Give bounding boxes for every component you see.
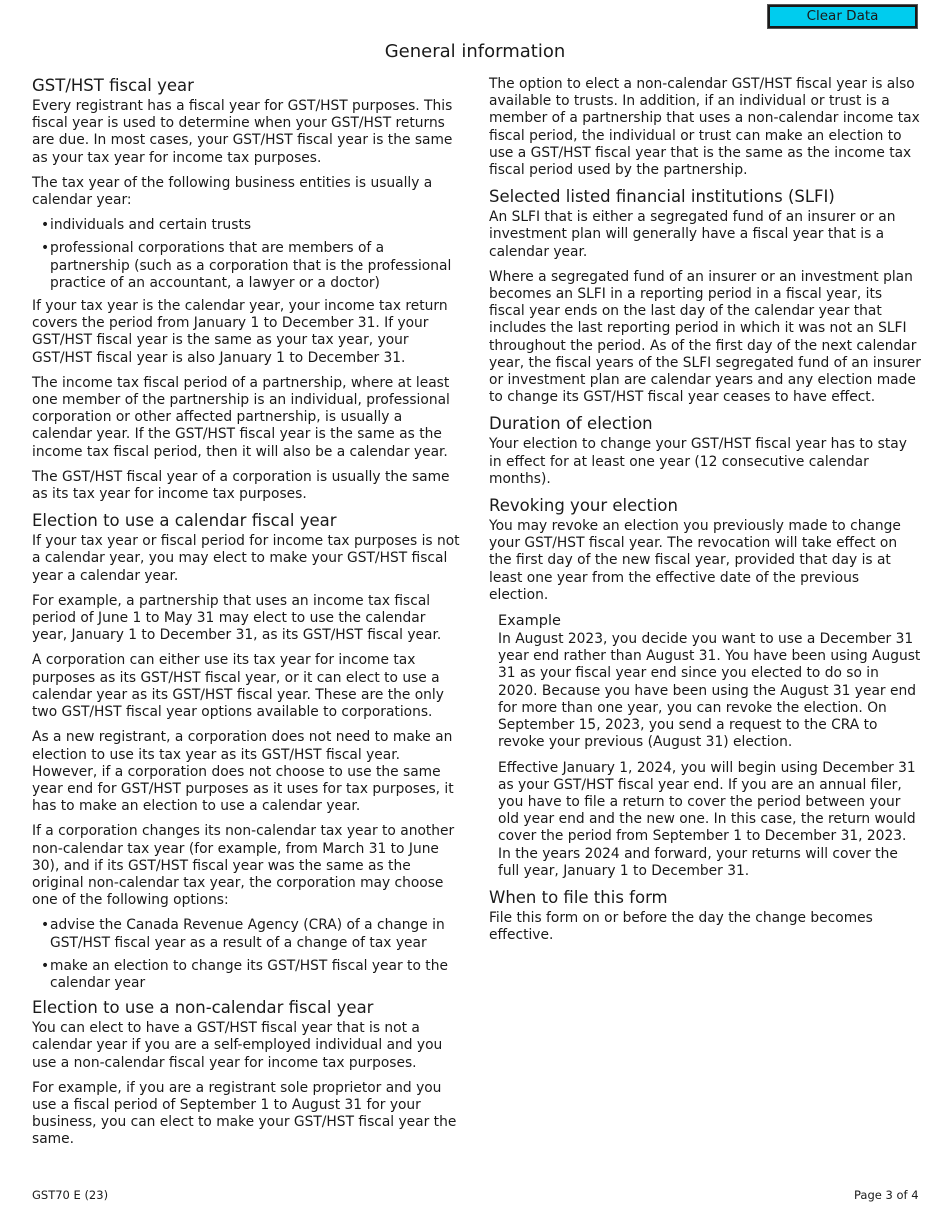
example-box xyxy=(489,612,921,880)
paragraph: Your election to change your GST/HST fiscal year has to stay in effect for at least one year (12 consecutive calendar months). xyxy=(489,436,907,487)
paragraph: For example, if you are a registrant sole proprietor and you use a fiscal period of September 1 to August 31 for your business, you can elect to make your GST/HST fiscal year the same. xyxy=(32,1079,457,1148)
paragraph: For example, a partnership that uses an income tax fiscal period of June 1 to May 31 may elect to use the calendar year, January 1 to December 31, as its GST/HST fiscal year. xyxy=(32,592,442,644)
page-number: Page 3 of 4 xyxy=(854,1188,919,1202)
paragraph: An SLFI that is either a segregated fund of an insurer or an investment plan will generally have a fiscal year that is a calendar year. xyxy=(489,209,896,260)
paragraph: Effective January 1, 2024, you will begin using December 31 as your GST/HST fiscal year end. If you are an annual filer, you have to file a return to cover the period between your old year end and the new one. In this case, the return would cover the period from September 1 to December 31, 2023. In the years 2024 and forward, your returns will cover the full year, January 1 to December 31. xyxy=(498,759,916,879)
paragraph: If a corporation changes its non-calendar tax year to another non-calendar tax year (for example, from March 31 to June 30), and if its GST/HST fiscal year was the same as the original non-calendar tax year, the corporation may choose one of the following options: xyxy=(32,823,455,909)
paragraph: The option to elect a non-calendar GST/HST fiscal year is also available to trusts. In addition, if an individual or trust is a member of a partnership that uses a non-calendar income tax fiscal period, the individual or trust can make an election to use a GST/HST fiscal year that is the same as the income tax fiscal period used by the partnership. xyxy=(489,76,920,179)
paragraph: Where a segregated fund of an insurer or an investment plan becomes an SLFI in a reporting period in a fiscal year, its fiscal year ends on the last day of the calendar year that includes the last reporting period in which it was not an SLFI throughout the period. As of the first day of the next calendar year, the fiscal years of the SLFI segregated fund of an insurer or investment plan are calendar years and any election made to change its GST/HST fiscal year ceases to have effect. xyxy=(489,268,921,406)
list-item-text: make an election to change its GST/HST fiscal year to the calendar year xyxy=(50,957,448,991)
section-gst-hst-fiscal-year xyxy=(32,76,462,503)
section-heading: When to file this form xyxy=(489,887,668,907)
paragraph: The GST/HST fiscal year of a corporation is usually the same as its tax year for income tax purposes. xyxy=(32,468,450,503)
paragraph: As a new registrant, a corporation does not need to make an election to use its tax year as its GST/HST fiscal year. However, if a corporation does not choose to use the same year end for GST/HST purposes as it uses for tax purposes, it has to make an election to use a calendar year. xyxy=(32,729,454,815)
paragraph: The tax year of the following business entities is usually a calendar year: xyxy=(32,174,433,209)
bullet-icon: • xyxy=(41,957,50,974)
paragraph: If your tax year or fiscal period for income tax purposes is not a calendar year, you may elect to make your GST/HST fiscal year a calendar year. xyxy=(32,533,460,584)
paragraph: If your tax year is the calendar year, your income tax return covers the period from January 1 to December 31. If your GST/HST fiscal year is the same as your tax year, your GST/HST fiscal year is also January 1 to December 31. xyxy=(32,298,448,366)
form-identifier: GST70 E (23) xyxy=(32,1188,109,1202)
bullet-icon: • xyxy=(41,217,50,234)
list-item-text: professional corporations that are members of a partnership (such as a corporation that is the professional practice of an accountant, a lawyer or a doctor) xyxy=(50,240,452,291)
section-heading: Selected listed financial institutions (SLFI) xyxy=(489,187,835,207)
section-heading: GST/HST fiscal year xyxy=(32,76,194,95)
bullet-list xyxy=(32,917,462,992)
section-heading: Duration of election xyxy=(489,414,653,434)
left-column xyxy=(32,76,462,1157)
paragraph: You can elect to have a GST/HST fiscal year that is not a calendar year if you are a self-employed individual and you use a non-calendar fiscal year for income tax purposes. xyxy=(32,1020,443,1071)
list-item-text: advise the Canada Revenue Agency (CRA) of a change in GST/HST fiscal year as a result of a change of tax year xyxy=(50,917,445,951)
section-calendar-fiscal-year xyxy=(32,511,462,992)
section-slfi xyxy=(489,187,921,406)
section-heading: Election to use a non-calendar fiscal year xyxy=(32,998,374,1018)
clear-data-button[interactable]: Clear Data xyxy=(768,5,917,28)
right-column xyxy=(489,76,921,952)
paragraph: You may revoke an election you previously made to change your GST/HST fiscal year. The revocation will take effect on the first day of the new fiscal year, provided that day is at least one year from the effective date of the previous election. xyxy=(489,518,901,603)
paragraph: File this form on or before the day the change becomes effective. xyxy=(489,909,873,944)
list-item xyxy=(32,217,462,234)
section-revoking-election xyxy=(489,496,921,604)
section-duration-of-election xyxy=(489,414,921,488)
example-heading: Example xyxy=(498,613,561,630)
list-item xyxy=(32,240,462,292)
list-item xyxy=(32,917,462,951)
page-title: General information xyxy=(384,41,566,62)
paragraph: The income tax fiscal period of a partnership, where at least one member of the partnership is an individual, professional corporation or other affected partnership, is usually a calendar year. If the GST/HST fiscal year is the same as the income tax fiscal period, then it will also be a calendar year. xyxy=(32,374,450,460)
bullet-icon: • xyxy=(41,917,50,934)
section-heading: Election to use a calendar fiscal year xyxy=(32,511,337,531)
bullet-list xyxy=(32,217,462,292)
list-item xyxy=(32,958,462,992)
paragraph: A corporation can either use its tax year for income tax purposes as its GST/HST fiscal year, or it can elect to use a calendar year as its GST/HST fiscal year. These are the only two GST/HST fiscal year options available to corporations. xyxy=(32,652,444,721)
paragraph: Every registrant has a fiscal year for GST/HST purposes. This fiscal year is used to determine when your GST/HST returns are due. In most cases, your GST/HST fiscal year is the same as your tax year for income tax purposes. xyxy=(32,98,453,166)
section-non-calendar-fiscal-year xyxy=(32,998,462,1148)
section-heading: Revoking your election xyxy=(489,496,678,516)
section-when-to-file xyxy=(489,888,921,944)
list-item-text: individuals and certain trusts xyxy=(50,217,252,234)
paragraph: In August 2023, you decide you want to use a December 31 year end rather than August 31. You have been using August 31 as your fiscal year end since you elected to do so in 2020. Because you have been using the August 31 year end for more than one year, you can revoke the election. On September 15, 2023, you send a request to the CRA to revoke your previous (August 31) election. xyxy=(498,631,921,751)
bullet-icon: • xyxy=(41,240,50,257)
